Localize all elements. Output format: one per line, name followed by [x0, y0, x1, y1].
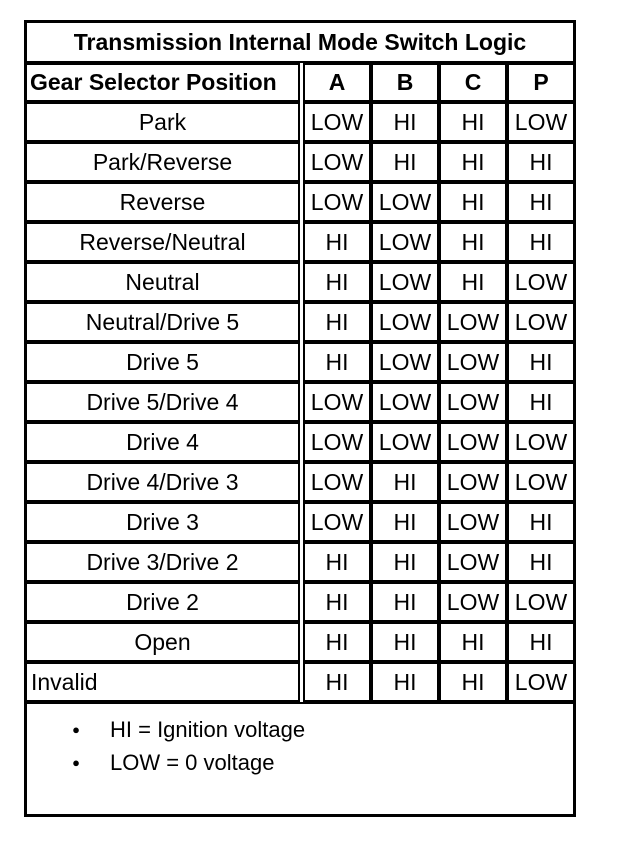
- signal-value-cell: LOW: [507, 262, 575, 302]
- signal-value-cell: LOW: [439, 462, 507, 502]
- gear-position-cell: Drive 4: [25, 422, 300, 462]
- signal-value-cell: HI: [371, 502, 439, 542]
- signal-value-cell: HI: [303, 622, 371, 662]
- signal-value-cell: HI: [303, 222, 371, 262]
- note-item: [27, 746, 573, 779]
- signal-value-cell: HI: [439, 662, 507, 702]
- signal-value-cell: HI: [303, 542, 371, 582]
- signal-value-cell: HI: [371, 142, 439, 182]
- signal-value-cell: HI: [507, 182, 575, 222]
- signal-value-cell: HI: [507, 222, 575, 262]
- signal-value-cell: LOW: [303, 142, 371, 182]
- signal-value-cell: LOW: [439, 382, 507, 422]
- signal-value-cell: HI: [507, 382, 575, 422]
- signal-value-cell: LOW: [303, 502, 371, 542]
- column-header-c: C: [439, 63, 507, 102]
- signal-value-cell: HI: [303, 302, 371, 342]
- gear-position-cell: Park/Reverse: [25, 142, 300, 182]
- note-text: LOW = 0 voltage: [110, 749, 275, 775]
- signal-value-cell: LOW: [371, 262, 439, 302]
- signal-value-cell: LOW: [507, 582, 575, 622]
- gear-position-cell: Drive 5: [25, 342, 300, 382]
- signal-value-cell: LOW: [507, 662, 575, 702]
- signal-value-cell: LOW: [439, 582, 507, 622]
- signal-value-cell: LOW: [507, 102, 575, 142]
- signal-value-cell: HI: [303, 662, 371, 702]
- signal-value-cell: HI: [507, 342, 575, 382]
- signal-value-cell: LOW: [507, 422, 575, 462]
- signal-value-cell: LOW: [371, 302, 439, 342]
- legend-notes: [25, 702, 575, 816]
- signal-value-cell: HI: [371, 662, 439, 702]
- gear-position-cell: Neutral/Drive 5: [25, 302, 300, 342]
- column-header-a: A: [303, 63, 371, 102]
- column-header-gear-selector-position: Gear Selector Position: [25, 63, 300, 102]
- table-title: Transmission Internal Mode Switch Logic: [25, 21, 575, 63]
- signal-value-cell: LOW: [439, 302, 507, 342]
- column-header-b: B: [371, 63, 439, 102]
- signal-value-cell: HI: [507, 542, 575, 582]
- bullet-icon: ●: [72, 755, 80, 770]
- signal-value-cell: HI: [371, 462, 439, 502]
- signal-value-cell: LOW: [371, 342, 439, 382]
- signal-value-cell: HI: [439, 142, 507, 182]
- signal-value-cell: HI: [439, 262, 507, 302]
- bullet-icon: ●: [72, 722, 80, 737]
- signal-value-cell: LOW: [439, 422, 507, 462]
- signal-value-cell: LOW: [507, 302, 575, 342]
- signal-value-cell: LOW: [371, 422, 439, 462]
- signal-value-cell: LOW: [507, 462, 575, 502]
- signal-value-cell: HI: [507, 622, 575, 662]
- signal-value-cell: HI: [439, 182, 507, 222]
- gear-position-cell: Open: [25, 622, 300, 662]
- signal-value-cell: HI: [303, 582, 371, 622]
- signal-value-cell: LOW: [303, 462, 371, 502]
- signal-value-cell: HI: [371, 622, 439, 662]
- column-header-p: P: [507, 63, 575, 102]
- signal-value-cell: HI: [303, 342, 371, 382]
- gear-position-cell: Drive 2: [25, 582, 300, 622]
- gear-position-cell: Drive 3: [25, 502, 300, 542]
- signal-value-cell: HI: [371, 582, 439, 622]
- gear-position-cell: Drive 5/Drive 4: [25, 382, 300, 422]
- mode-switch-logic-table: [24, 20, 576, 817]
- note-text: HI = Ignition voltage: [110, 716, 306, 742]
- gear-position-cell: Neutral: [25, 262, 300, 302]
- signal-value-cell: LOW: [371, 182, 439, 222]
- signal-value-cell: HI: [507, 502, 575, 542]
- signal-value-cell: HI: [303, 262, 371, 302]
- signal-value-cell: LOW: [303, 102, 371, 142]
- gear-position-cell: Drive 3/Drive 2: [25, 542, 300, 582]
- signal-value-cell: LOW: [371, 382, 439, 422]
- signal-value-cell: LOW: [439, 342, 507, 382]
- signal-value-cell: LOW: [303, 422, 371, 462]
- signal-value-cell: HI: [507, 142, 575, 182]
- gear-position-cell: Park: [25, 102, 300, 142]
- note-item: [27, 713, 573, 746]
- gear-position-cell: Invalid: [25, 662, 300, 702]
- signal-value-cell: HI: [439, 102, 507, 142]
- signal-value-cell: LOW: [439, 542, 507, 582]
- signal-value-cell: HI: [439, 222, 507, 262]
- gear-position-cell: Drive 4/Drive 3: [25, 462, 300, 502]
- signal-value-cell: HI: [371, 542, 439, 582]
- signal-value-cell: HI: [439, 622, 507, 662]
- signal-value-cell: LOW: [303, 182, 371, 222]
- signal-value-cell: HI: [371, 102, 439, 142]
- signal-value-cell: LOW: [439, 502, 507, 542]
- signal-value-cell: LOW: [303, 382, 371, 422]
- gear-position-cell: Reverse: [25, 182, 300, 222]
- gear-position-cell: Reverse/Neutral: [25, 222, 300, 262]
- signal-value-cell: LOW: [371, 222, 439, 262]
